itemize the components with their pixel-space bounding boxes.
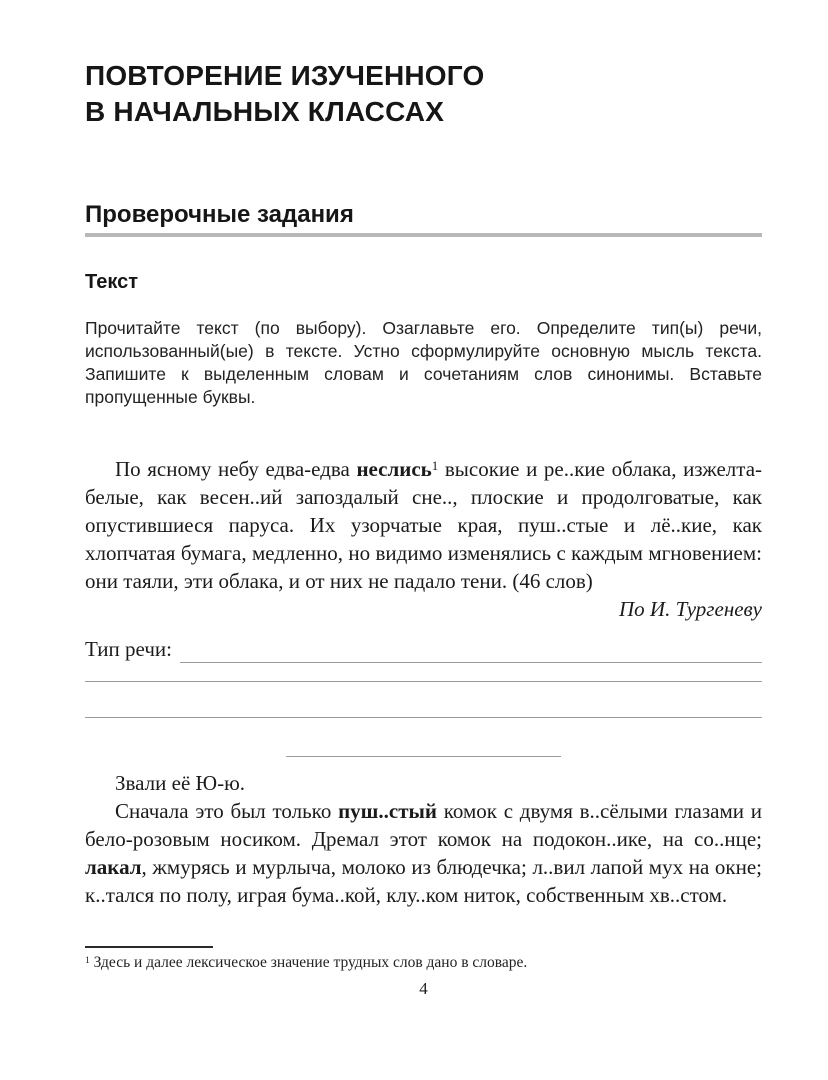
subsection-header: Текст: [85, 271, 139, 293]
chapter-title-line-2: В НАЧАЛЬНЫХ КЛАССАХ: [85, 96, 445, 127]
writing-line-1: [85, 681, 762, 682]
footnote: [85, 953, 762, 973]
task-instructions: Прочитайте текст (по выбору). Озаглавьте его. Определите тип(ы) речи, использованный(ые) в тексте. Устно сформулируйте основную мысль текста. Запишите к выделенным словам и сочетаниям слов синонимы. Вставьте пропущенные буквы.: [85, 318, 762, 407]
passage-1: По ясному небу едва-едва неслись$^1$ высокие и ре..кие облака, изжелта-белые, как весен..ий запоздалый сне.., плоские и продолговатые, как опустившиеся паруса. Их узорчатые края, пуш..стые и лё..кие, как хлопчатая бумага, медленно, но видимо изменялись с каждым мгновением: они таяли, эти облака, и от них не падало тени. (46 слов): [85, 457, 763, 593]
footnote-rule: [85, 946, 213, 948]
title-blank-line: [286, 756, 561, 757]
chapter-title: [85, 58, 762, 130]
footnote-marker: 1: [85, 954, 90, 966]
answer-blank-line: [180, 639, 762, 663]
footnote-area: [85, 946, 762, 999]
chapter-title-line-1: ПОВТОРЕНИЕ ИЗУЧЕННОГО: [85, 60, 485, 91]
section-header: Проверочные задания: [85, 200, 762, 237]
answer-row: [85, 635, 762, 663]
writing-line-2: [85, 717, 762, 718]
passage-2-opening: Звали её Ю-ю.: [115, 771, 246, 795]
footnote-text: Здесь и далее лексическое значение трудных слов дано в словаре.: [89, 954, 528, 971]
passage-2: Сначала это был только пуш..стый комок с двумя в..сёлыми глазами и бело-розовым носиком. Дремал этот комок на подокон..ике, на со..нце; лакал, жмурясь и мурлыча, молоко из блюдечка; л..вил лапой мух на окне; к..тался по полу, играя бума..кой, клу..ком ниток, собственным хв..стом.: [85, 799, 762, 907]
passage-1-attribution: По И. Тургеневу: [619, 597, 762, 621]
answer-label: Тип речи:: [85, 637, 172, 661]
page-number: 4: [419, 979, 428, 998]
